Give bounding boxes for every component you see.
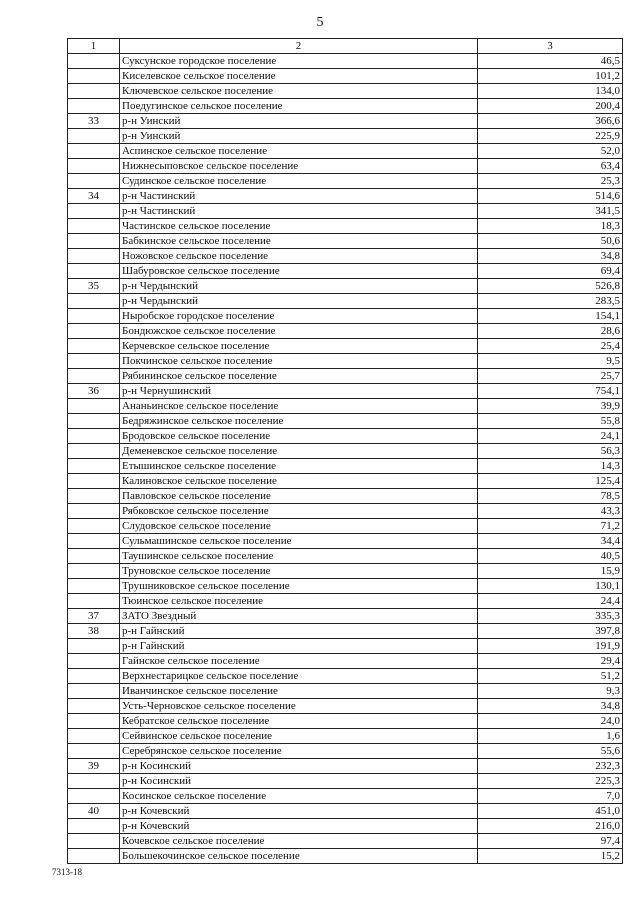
amount-value: 9,5 xyxy=(478,354,623,369)
table-row xyxy=(68,354,623,369)
amount-value: 225,3 xyxy=(478,774,623,789)
municipality-name: р-н Частинский xyxy=(120,189,478,204)
row-number xyxy=(68,54,120,69)
municipality-name: р-н Косинский xyxy=(120,759,478,774)
row-number xyxy=(68,789,120,804)
amount-value: 63,4 xyxy=(478,159,623,174)
amount-value: 78,5 xyxy=(478,489,623,504)
row-number xyxy=(68,669,120,684)
municipality-name: Кебратское сельское поселение xyxy=(120,714,478,729)
row-number xyxy=(68,519,120,534)
row-number: 38 xyxy=(68,624,120,639)
municipality-name: Киселевское сельское поселение xyxy=(120,69,478,84)
table-row xyxy=(68,669,623,684)
table-row xyxy=(68,729,623,744)
table-row xyxy=(68,309,623,324)
table-row xyxy=(68,699,623,714)
row-number: 40 xyxy=(68,804,120,819)
amount-value: 24,4 xyxy=(478,594,623,609)
municipality-name: Шабуровское сельское поселение xyxy=(120,264,478,279)
row-number xyxy=(68,174,120,189)
row-number xyxy=(68,429,120,444)
table-row xyxy=(68,819,623,834)
table-row xyxy=(68,654,623,669)
municipality-name: Слудовское сельское поселение xyxy=(120,519,478,534)
table-row xyxy=(68,249,623,264)
row-number xyxy=(68,69,120,84)
amount-value: 51,2 xyxy=(478,669,623,684)
amount-value: 34,8 xyxy=(478,699,623,714)
table-row xyxy=(68,219,623,234)
row-number xyxy=(68,714,120,729)
table-row xyxy=(68,234,623,249)
table-row xyxy=(68,399,623,414)
amount-value: 216,0 xyxy=(478,819,623,834)
table-row xyxy=(68,129,623,144)
amount-value: 451,0 xyxy=(478,804,623,819)
municipality-name: Тюинское сельское поселение xyxy=(120,594,478,609)
municipality-name: Ананьинское сельское поселение xyxy=(120,399,478,414)
header-col-3: 3 xyxy=(478,39,623,54)
row-number xyxy=(68,309,120,324)
row-number xyxy=(68,84,120,99)
table-row xyxy=(68,444,623,459)
amount-value: 50,6 xyxy=(478,234,623,249)
row-number xyxy=(68,774,120,789)
amount-value: 15,2 xyxy=(478,849,623,864)
municipality-name: Гайнское сельское поселение xyxy=(120,654,478,669)
table-row xyxy=(68,609,623,624)
data-table xyxy=(67,38,623,864)
row-number xyxy=(68,219,120,234)
table-row xyxy=(68,279,623,294)
row-number xyxy=(68,699,120,714)
municipality-name: р-н Частинский xyxy=(120,204,478,219)
amount-value: 40,5 xyxy=(478,549,623,564)
table-row xyxy=(68,144,623,159)
table-row xyxy=(68,579,623,594)
municipality-name: Бондюжское сельское поселение xyxy=(120,324,478,339)
municipality-name: Етышинское сельское поселение xyxy=(120,459,478,474)
amount-value: 56,3 xyxy=(478,444,623,459)
municipality-name: р-н Кочевский xyxy=(120,804,478,819)
amount-value: 25,3 xyxy=(478,174,623,189)
municipality-name: р-н Чернушинский xyxy=(120,384,478,399)
amount-value: 341,5 xyxy=(478,204,623,219)
table-row xyxy=(68,159,623,174)
amount-value: 28,6 xyxy=(478,324,623,339)
amount-value: 71,2 xyxy=(478,519,623,534)
amount-value: 283,5 xyxy=(478,294,623,309)
amount-value: 514,6 xyxy=(478,189,623,204)
municipality-name: Иванчинское сельское поселение xyxy=(120,684,478,699)
amount-value: 25,4 xyxy=(478,339,623,354)
row-number xyxy=(68,654,120,669)
row-number xyxy=(68,399,120,414)
row-number: 39 xyxy=(68,759,120,774)
row-number xyxy=(68,594,120,609)
amount-value: 25,7 xyxy=(478,369,623,384)
row-number xyxy=(68,834,120,849)
table-row xyxy=(68,774,623,789)
amount-value: 7,0 xyxy=(478,789,623,804)
row-number xyxy=(68,99,120,114)
table-row xyxy=(68,189,623,204)
row-number xyxy=(68,414,120,429)
municipality-name: р-н Гайнский xyxy=(120,639,478,654)
municipality-name: Сульмашинское сельское поселение xyxy=(120,534,478,549)
table-row xyxy=(68,324,623,339)
municipality-name: Аспинское сельское поселение xyxy=(120,144,478,159)
amount-value: 134,0 xyxy=(478,84,623,99)
amount-value: 754,1 xyxy=(478,384,623,399)
municipality-name: Бедряжинское сельское поселение xyxy=(120,414,478,429)
table-row xyxy=(68,369,623,384)
table-row xyxy=(68,99,623,114)
row-number xyxy=(68,579,120,594)
municipality-name: Кочевское сельское поселение xyxy=(120,834,478,849)
municipality-name: ЗАТО Звездный xyxy=(120,609,478,624)
municipality-name: Нижнесыповское сельское поселение xyxy=(120,159,478,174)
municipality-name: Верхнестарицкое сельское поселение xyxy=(120,669,478,684)
table-row xyxy=(68,684,623,699)
row-number xyxy=(68,444,120,459)
municipality-name: Деменевское сельское поселение xyxy=(120,444,478,459)
amount-value: 14,3 xyxy=(478,459,623,474)
municipality-name: Косинское сельское поселение xyxy=(120,789,478,804)
municipality-name: Большекочинское сельское поселение xyxy=(120,849,478,864)
municipality-name: Поедугинское сельское поселение xyxy=(120,99,478,114)
page-number: 5 xyxy=(316,15,324,30)
row-number xyxy=(68,204,120,219)
municipality-name: р-н Уинский xyxy=(120,129,478,144)
table-body xyxy=(68,54,623,864)
amount-value: 39,9 xyxy=(478,399,623,414)
table-row xyxy=(68,69,623,84)
municipality-name: Калиновское сельское поселение xyxy=(120,474,478,489)
municipality-name: Сейвинское сельское поселение xyxy=(120,729,478,744)
municipality-name: Бродовское сельское поселение xyxy=(120,429,478,444)
amount-value: 125,4 xyxy=(478,474,623,489)
row-number xyxy=(68,324,120,339)
table-header-row xyxy=(68,39,623,54)
amount-value: 97,4 xyxy=(478,834,623,849)
row-number: 37 xyxy=(68,609,120,624)
amount-value: 101,2 xyxy=(478,69,623,84)
amount-value: 34,4 xyxy=(478,534,623,549)
municipality-name: р-н Кочевский xyxy=(120,819,478,834)
table-row xyxy=(68,714,623,729)
table-row xyxy=(68,459,623,474)
row-number xyxy=(68,249,120,264)
table-row xyxy=(68,264,623,279)
row-number xyxy=(68,144,120,159)
municipality-name: Судинское сельское поселение xyxy=(120,174,478,189)
municipality-name: Трушниковское сельское поселение xyxy=(120,579,478,594)
municipality-name: Павловское сельское поселение xyxy=(120,489,478,504)
amount-value: 232,3 xyxy=(478,759,623,774)
municipality-name: р-н Чердынский xyxy=(120,279,478,294)
row-number xyxy=(68,264,120,279)
row-number xyxy=(68,684,120,699)
amount-value: 52,0 xyxy=(478,144,623,159)
row-number xyxy=(68,849,120,864)
table-row xyxy=(68,744,623,759)
amount-value: 43,3 xyxy=(478,504,623,519)
row-number: 33 xyxy=(68,114,120,129)
municipality-name: Таушинское сельское поселение xyxy=(120,549,478,564)
row-number xyxy=(68,339,120,354)
row-number xyxy=(68,564,120,579)
table-row xyxy=(68,294,623,309)
row-number xyxy=(68,354,120,369)
row-number xyxy=(68,729,120,744)
table-row xyxy=(68,849,623,864)
amount-value: 24,0 xyxy=(478,714,623,729)
table-row xyxy=(68,639,623,654)
municipality-name: Ныробское городское поселение xyxy=(120,309,478,324)
row-number xyxy=(68,129,120,144)
row-number: 35 xyxy=(68,279,120,294)
amount-value: 55,8 xyxy=(478,414,623,429)
amount-value: 526,8 xyxy=(478,279,623,294)
row-number xyxy=(68,459,120,474)
table-row xyxy=(68,759,623,774)
table-row xyxy=(68,834,623,849)
table-row xyxy=(68,519,623,534)
municipality-name: Суксунское городское поселение xyxy=(120,54,478,69)
amount-value: 200,4 xyxy=(478,99,623,114)
row-number xyxy=(68,504,120,519)
row-number xyxy=(68,744,120,759)
amount-value: 130,1 xyxy=(478,579,623,594)
amount-value: 29,4 xyxy=(478,654,623,669)
amount-value: 15,9 xyxy=(478,564,623,579)
amount-value: 335,3 xyxy=(478,609,623,624)
municipality-name: Бабкинское сельское поселение xyxy=(120,234,478,249)
row-number xyxy=(68,294,120,309)
municipality-name: р-н Уинский xyxy=(120,114,478,129)
table-row xyxy=(68,414,623,429)
amount-value: 154,1 xyxy=(478,309,623,324)
header-col-2: 2 xyxy=(120,39,478,54)
row-number xyxy=(68,489,120,504)
table-row xyxy=(68,114,623,129)
table-row xyxy=(68,489,623,504)
amount-value: 34,8 xyxy=(478,249,623,264)
table-row xyxy=(68,474,623,489)
amount-value: 9,3 xyxy=(478,684,623,699)
amount-value: 366,6 xyxy=(478,114,623,129)
table-row xyxy=(68,564,623,579)
row-number xyxy=(68,159,120,174)
table-row xyxy=(68,339,623,354)
amount-value: 18,3 xyxy=(478,219,623,234)
municipality-name: Усть-Черновское сельское поселение xyxy=(120,699,478,714)
table-row xyxy=(68,549,623,564)
amount-value: 397,8 xyxy=(478,624,623,639)
row-number xyxy=(68,819,120,834)
amount-value: 55,6 xyxy=(478,744,623,759)
municipality-name: р-н Чердынский xyxy=(120,294,478,309)
table-row xyxy=(68,624,623,639)
municipality-name: Ключевское сельское поселение xyxy=(120,84,478,99)
municipality-name: Рябковское сельское поселение xyxy=(120,504,478,519)
row-number xyxy=(68,549,120,564)
table-row xyxy=(68,84,623,99)
municipality-name: Рябининское сельское поселение xyxy=(120,369,478,384)
table-row xyxy=(68,534,623,549)
municipality-name: Керчевское сельское поселение xyxy=(120,339,478,354)
row-number xyxy=(68,234,120,249)
table-row xyxy=(68,789,623,804)
row-number xyxy=(68,639,120,654)
table-row xyxy=(68,804,623,819)
municipality-name: Ножовское сельское поселение xyxy=(120,249,478,264)
row-number xyxy=(68,474,120,489)
table-row xyxy=(68,204,623,219)
municipality-name: Труновское сельское поселение xyxy=(120,564,478,579)
municipality-name: Покчинское сельское поселение xyxy=(120,354,478,369)
row-number xyxy=(68,369,120,384)
row-number: 34 xyxy=(68,189,120,204)
table-row xyxy=(68,384,623,399)
amount-value: 191,9 xyxy=(478,639,623,654)
municipality-name: Серебрянское сельское поселение xyxy=(120,744,478,759)
table-row xyxy=(68,54,623,69)
header-col-1: 1 xyxy=(68,39,120,54)
table-row xyxy=(68,594,623,609)
table-row xyxy=(68,429,623,444)
amount-value: 46,5 xyxy=(478,54,623,69)
amount-value: 1,6 xyxy=(478,729,623,744)
amount-value: 24,1 xyxy=(478,429,623,444)
municipality-name: р-н Гайнский xyxy=(120,624,478,639)
table-row xyxy=(68,174,623,189)
footer-code: 7313-18 xyxy=(52,867,82,877)
municipality-name: Частинское сельское поселение xyxy=(120,219,478,234)
amount-value: 69,4 xyxy=(478,264,623,279)
amount-value: 225,9 xyxy=(478,129,623,144)
municipality-name: р-н Косинский xyxy=(120,774,478,789)
row-number: 36 xyxy=(68,384,120,399)
table-row xyxy=(68,504,623,519)
row-number xyxy=(68,534,120,549)
